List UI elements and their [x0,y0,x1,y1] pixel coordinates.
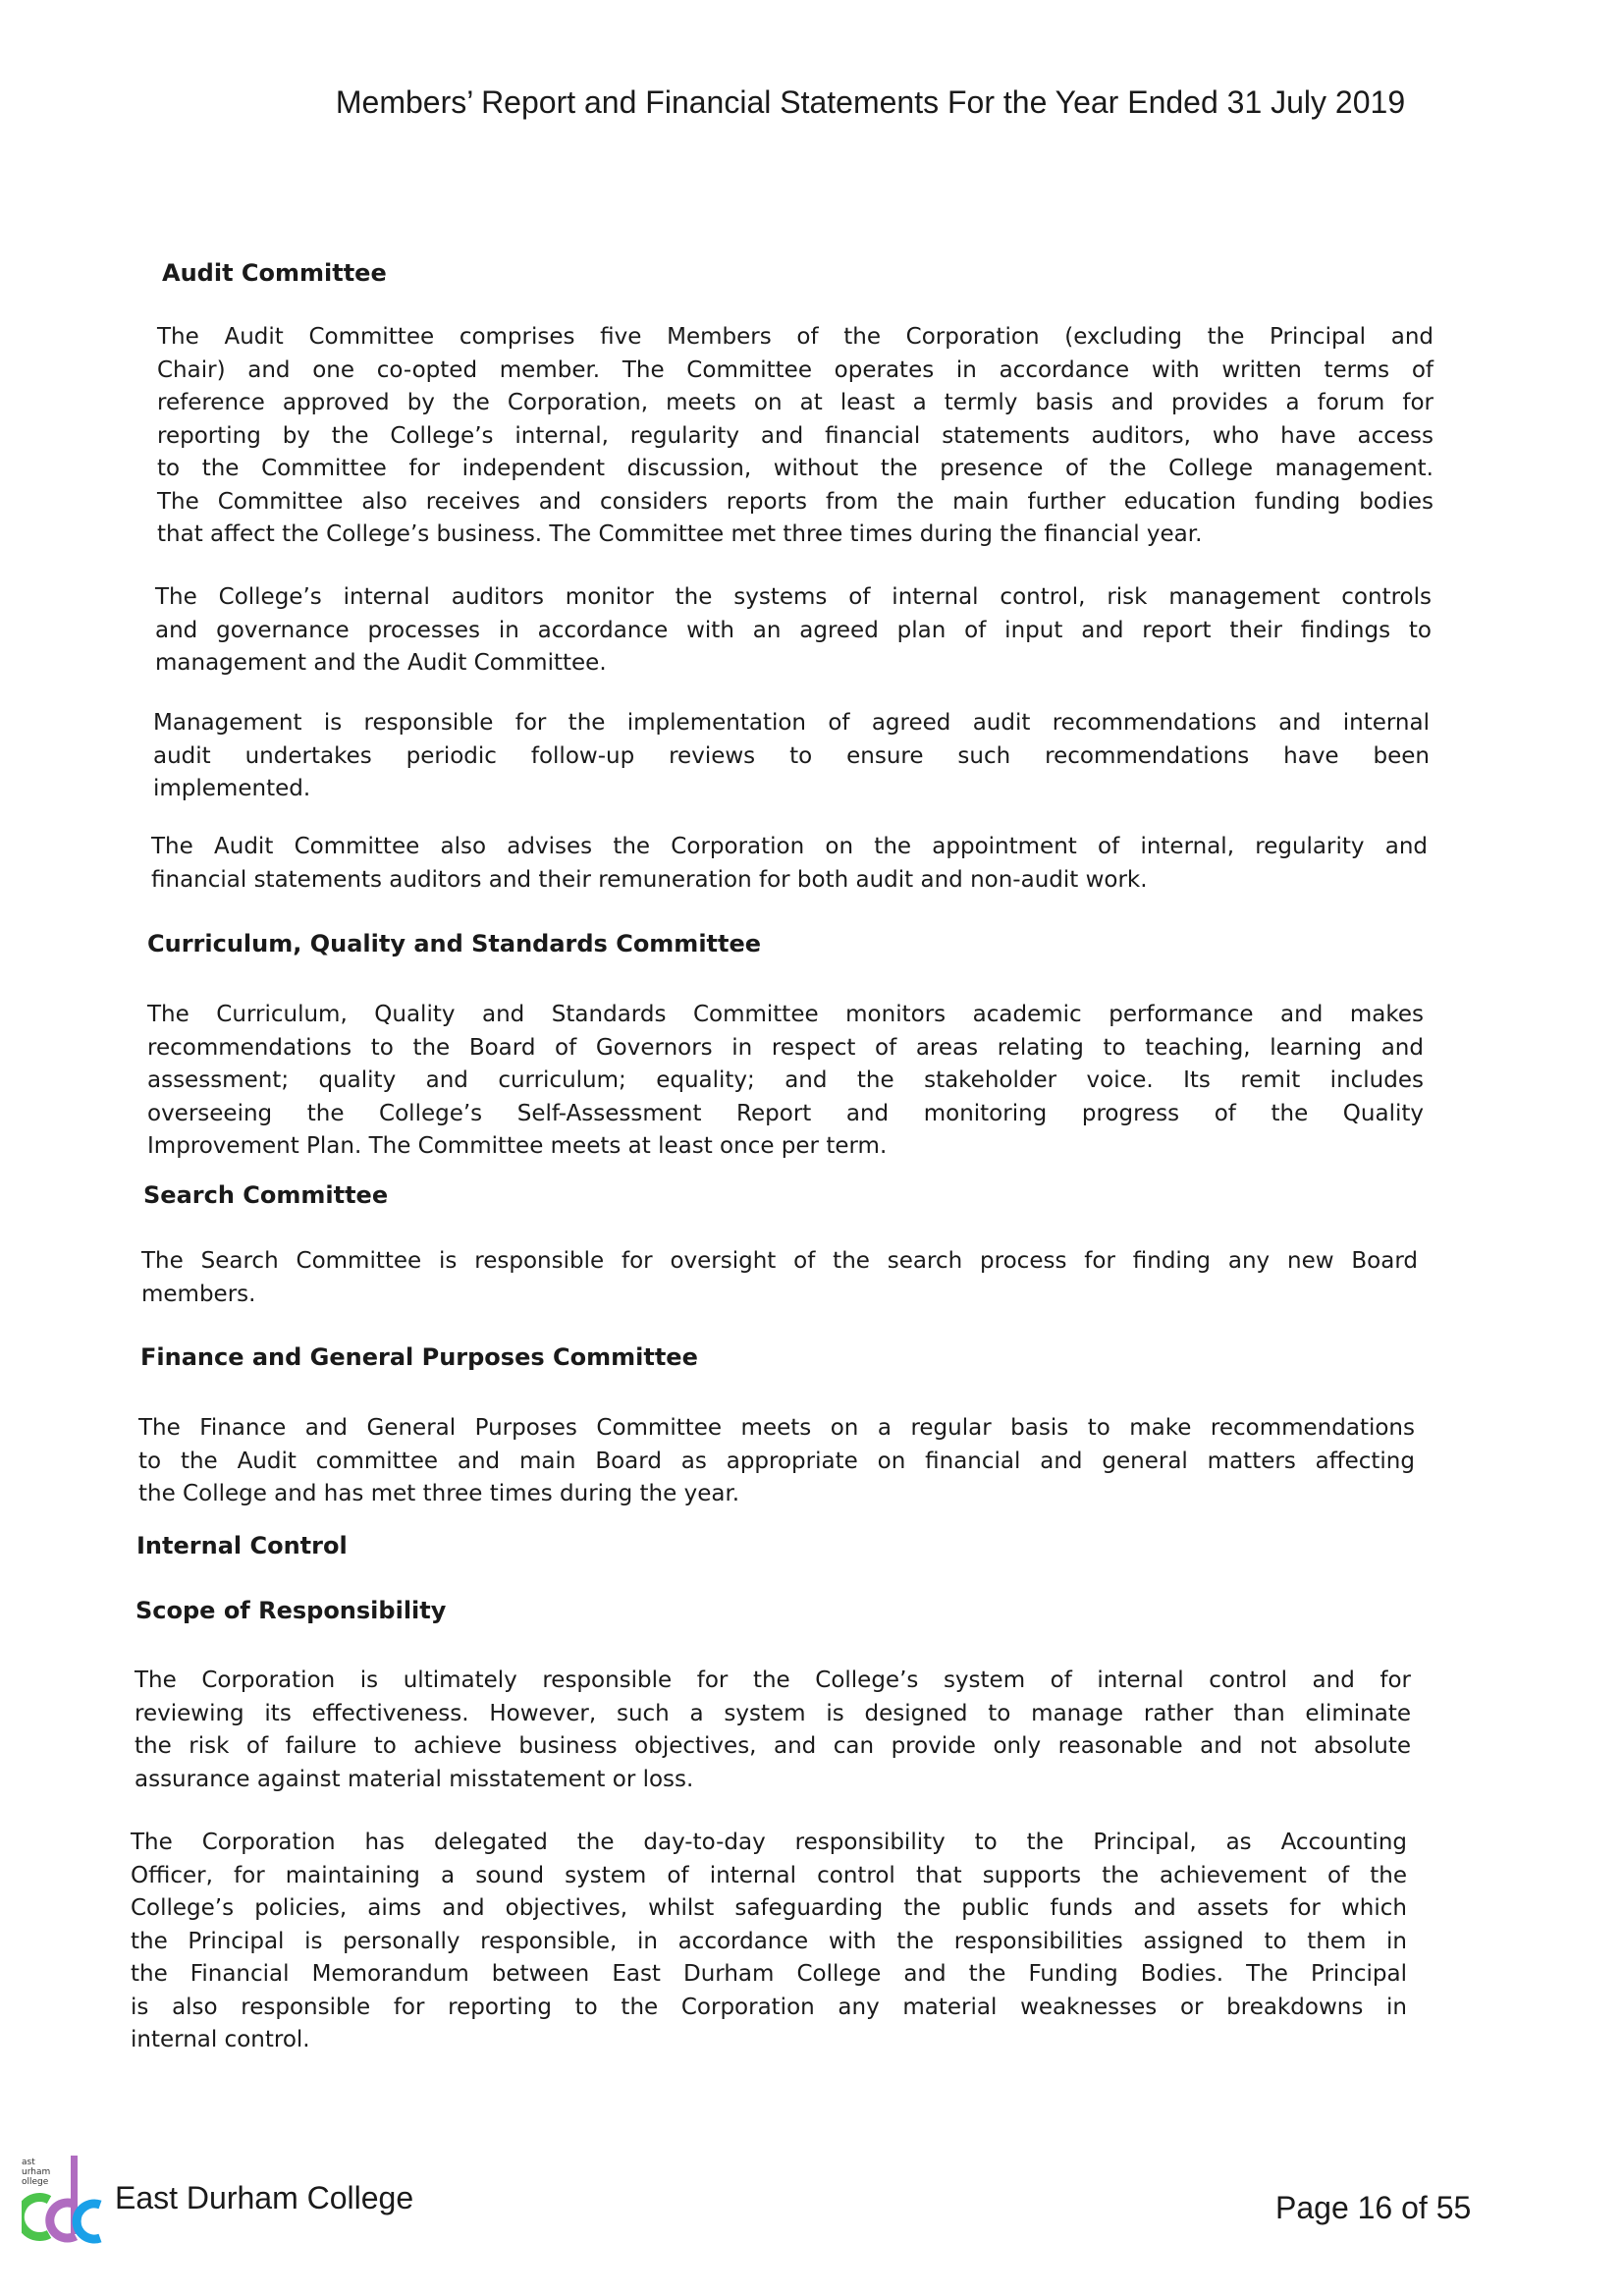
paragraph-line: overseeing the College’s Self-Assessment Report and monitoring progress of the Quality [147,1100,1424,1126]
paragraph-line: The Corporation is ultimately responsible for the College’s system of internal control and for [135,1667,1411,1693]
footer-page-number: Page 16 of 55 [1275,2190,1472,2225]
paragraph-line: the Principal is personally responsible, in accordance with the responsibilities assigned to them in [131,1928,1407,1954]
paragraph-line: reference approved by the Corporation, meets on at least a termly basis and provides a forum for [157,390,1434,415]
section-heading: Curriculum, Quality and Standards Committee [147,930,762,957]
paragraph [155,581,1432,681]
svg-text:ast: ast [22,2158,35,2167]
paragraph-line: management and the Audit Committee. [155,650,607,676]
svg-text:ollege: ollege [22,2177,49,2187]
paragraph-line: The Finance and General Purposes Committee meets on a regular basis to make recommendations [138,1415,1415,1441]
paragraph-line: Improvement Plan. The Committee meets at least once per term. [147,1133,888,1159]
paragraph-line: The Audit Committee comprises five Members of the Corporation (excluding the Principal and [157,324,1434,350]
paragraph-line: recommendations to the Board of Governors in respect of areas relating to teaching, learning and [147,1034,1424,1061]
paragraph-line: reviewing its effectiveness. However, such a system is designed to manage rather than eliminate [135,1700,1411,1726]
paragraph-line: the risk of failure to achieve business objectives, and can provide only reasonable and not absolute [135,1733,1411,1759]
paragraph-line: audit undertakes periodic follow-up reviews to ensure such recommendations have been [153,742,1430,769]
footer-organisation: East Durham College [115,2180,414,2215]
paragraph [138,1412,1415,1511]
paragraph [135,1665,1411,1796]
paragraph-line: The Curriculum, Quality and Standards Committee monitors academic performance and makes [147,1002,1424,1027]
section-heading: Search Committee [143,1181,389,1209]
paragraph-line: Chair) and one co-opted member. The Committee operates in accordance with written terms of [157,356,1434,383]
paragraph-line: the Financial Memorandum between East Durham College and the Funding Bodies. The Principal [131,1961,1407,1987]
paragraph-line: that affect the College’s business. The Committee met three times during the financial year. [157,521,1203,547]
paragraph [141,1245,1418,1311]
svg-text:urham: urham [22,2167,51,2177]
paragraph-line: The Search Committee is responsible for oversight of the search process for finding any new Board [141,1248,1418,1274]
paragraph-line: internal control. [131,2027,310,2052]
paragraph [147,999,1424,1164]
section-heading: Audit Committee [162,259,387,287]
paragraph-line: members. [141,1281,256,1307]
paragraph-line: implemented. [153,776,311,801]
section-heading: Scope of Responsibility [135,1597,447,1624]
paragraph-line: is also responsible for reporting to the Corporation any material weaknesses or breakdowns in [131,1994,1407,2020]
section-heading: Internal Control [136,1532,348,1559]
paragraph-line: reporting by the College’s internal, regularity and financial statements auditors, who have access [157,422,1434,449]
paragraph-line: to the Committee for independent discussion, without the presence of the College management. [157,456,1434,481]
paragraph-line: Management is responsible for the implementation of agreed audit recommendations and internal [153,710,1430,736]
paragraph-line: The College’s internal auditors monitor the systems of internal control, risk management controls [155,584,1432,610]
paragraph-line: assurance against material misstatement or loss. [135,1766,694,1792]
paragraph-line: Officer, for maintaining a sound system of internal control that supports the achievement of the [131,1862,1407,1888]
paragraph [131,1827,1407,2057]
page-header-title: Members’ Report and Financial Statements For the Year Ended 31 July 2019 [335,84,1406,120]
paragraph [151,831,1428,897]
college-logo [22,2156,105,2244]
paragraph-line: and governance processes in accordance with an agreed plan of input and report their findings to [155,617,1432,643]
paragraph-line: to the Audit committee and main Board as appropriate on financial and general matters affecting [138,1448,1415,1474]
paragraph-line: The Corporation has delegated the day-to-day responsibility to the Principal, as Accounting [131,1830,1407,1855]
paragraph-line: The Audit Committee also advises the Corporation on the appointment of internal, regularity and [151,834,1428,859]
paragraph-line: assessment; quality and curriculum; equality; and the stakeholder voice. Its remit includes [147,1067,1424,1093]
paragraph [153,707,1430,806]
paragraph-line: The Committee also receives and considers reports from the main further education funding bodies [157,488,1434,515]
paragraph [157,321,1434,552]
paragraph-line: financial statements auditors and their remuneration for both audit and non-audit work. [151,866,1148,893]
paragraph-line: College’s policies, aims and objectives, whilst safeguarding the public funds and assets for which [131,1895,1407,1921]
section-heading: Finance and General Purposes Committee [140,1343,698,1371]
paragraph-line: the College and has met three times during the year. [138,1481,740,1506]
